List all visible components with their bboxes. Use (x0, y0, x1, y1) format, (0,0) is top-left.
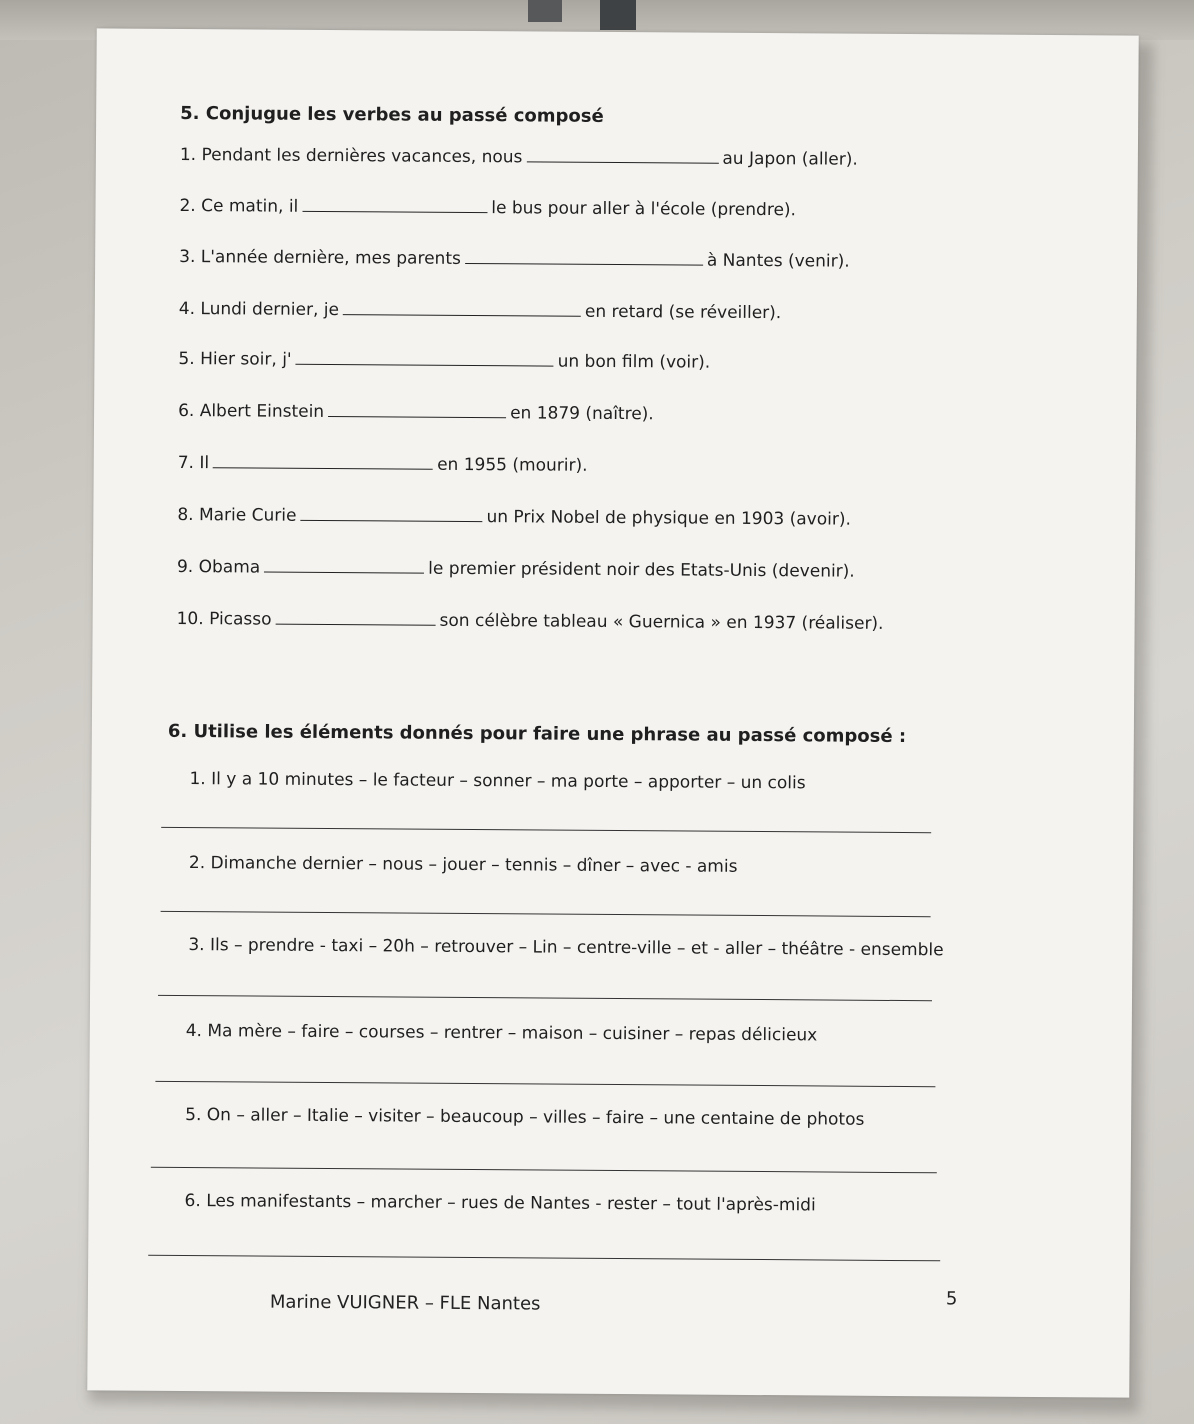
answer-blank[interactable] (302, 197, 487, 213)
desk-object-dark (528, 0, 562, 22)
item-number: 5. (185, 1105, 202, 1126)
item-text-after: à Nantes (venir). (706, 250, 850, 272)
exercise-item (178, 453, 588, 476)
item-prompt: Il y a 10 minutes – le facteur – sonner – ma porte – apporter – un colis (211, 769, 806, 794)
worksheet-paper (87, 28, 1138, 1397)
answer-blank[interactable] (296, 350, 554, 367)
answer-blank[interactable] (343, 300, 581, 317)
answer-blank[interactable] (465, 249, 703, 266)
footer-author: Marine VUIGNER – FLE Nantes (269, 1291, 541, 1315)
exercise-item (180, 145, 858, 170)
section6-heading: 6. Utilise les éléments donnés pour faire une phrase au passé composé : (167, 720, 907, 748)
item-number: 3. (188, 935, 205, 956)
answer-line[interactable] (148, 1255, 940, 1262)
answer-blank[interactable] (300, 506, 482, 522)
item-text-before: Hier soir, j' (200, 349, 292, 370)
section5-heading: 5. Conjugue les verbes au passé composé (180, 102, 604, 127)
exercise-item (178, 349, 710, 373)
item-text-before: Il (199, 453, 210, 474)
exercise-item (185, 1191, 816, 1215)
exercise-item (189, 769, 805, 793)
item-number: 2. (179, 195, 196, 217)
item-number: 4. (185, 1021, 203, 1042)
item-number: 8. (177, 504, 194, 526)
item-text-after: un bon film (voir). (557, 351, 711, 373)
exercise-item (178, 401, 654, 424)
item-text-after: un Prix Nobel de physique en 1903 (avoir). (486, 507, 851, 530)
item-text-after: en 1879 (naître). (510, 403, 654, 425)
item-number: 1. (179, 144, 197, 166)
exercise-item (186, 1021, 818, 1045)
exercise-item (188, 935, 943, 960)
answer-blank[interactable] (328, 402, 506, 418)
item-text-before: Lundi dernier, je (200, 299, 340, 321)
item-text-before: Marie Curie (198, 505, 297, 526)
answer-blank[interactable] (276, 610, 436, 626)
answer-line[interactable] (161, 911, 931, 917)
item-text-before: Pendant les dernières vacances, nous (201, 145, 523, 168)
item-number: 9. (176, 556, 194, 578)
answer-line[interactable] (161, 827, 931, 833)
exercise-item (179, 196, 796, 220)
item-text-before: Picasso (209, 609, 272, 630)
item-text-after: au Japon (aller). (722, 148, 858, 170)
item-text-before: Albert Einstein (199, 401, 325, 422)
item-number: 2. (188, 853, 206, 874)
item-number: 10. (176, 608, 204, 630)
item-prompt: Ils – prendre - taxi – 20h – retrouver – Lin – centre-ville – et - aller – théâtre - ensemble (209, 935, 944, 961)
answer-blank[interactable] (213, 453, 433, 470)
item-number: 7. (177, 452, 195, 474)
item-number: 6. (184, 1191, 201, 1212)
item-text-after: en 1955 (mourir). (437, 454, 588, 476)
item-number: 5. (178, 348, 195, 370)
item-number: 4. (178, 298, 196, 320)
exercise-item (189, 853, 738, 877)
answer-line[interactable] (155, 1081, 935, 1087)
item-prompt: Dimanche dernier – nous – jouer – tennis – dîner – avec - amis (210, 853, 738, 877)
worksheet-content (87, 28, 1138, 1397)
exercise-item (179, 247, 850, 272)
exercise-item (177, 609, 884, 634)
page-number: 5 (945, 1288, 958, 1310)
exercise-item (177, 505, 851, 530)
item-text-after: en retard (se réveiller). (584, 301, 782, 324)
answer-line[interactable] (151, 1167, 937, 1173)
item-text-after: le premier président noir des Etats-Unis (devenir). (428, 558, 855, 582)
item-number: 6. (178, 400, 195, 422)
answer-line[interactable] (158, 995, 932, 1001)
answer-blank[interactable] (264, 558, 424, 574)
item-text-after: le bus pour aller à l'école (prendre). (491, 198, 797, 221)
item-prompt: Ma mère – faire – courses – rentrer – maison – cuisiner – repas délicieux (207, 1021, 818, 1046)
item-text-before: L'année dernière, mes parents (200, 247, 461, 269)
exercise-item (179, 299, 782, 323)
item-number: 3. (179, 246, 196, 268)
item-number: 1. (189, 769, 206, 790)
item-prompt: Les manifestants – marcher – rues de Nantes - rester – tout l'après-midi (206, 1191, 816, 1216)
item-text-before: Ce matin, il (201, 196, 299, 217)
answer-blank[interactable] (526, 147, 718, 163)
desk-object-dark-2 (600, 0, 636, 30)
item-text-before: Obama (198, 557, 261, 578)
item-text-after: son célèbre tableau « Guernica » en 1937 (réaliser). (439, 610, 884, 634)
item-prompt: On – aller – Italie – visiter – beaucoup – villes – faire – une centaine de photos (206, 1105, 865, 1130)
exercise-item (177, 557, 855, 582)
exercise-item (185, 1105, 864, 1130)
